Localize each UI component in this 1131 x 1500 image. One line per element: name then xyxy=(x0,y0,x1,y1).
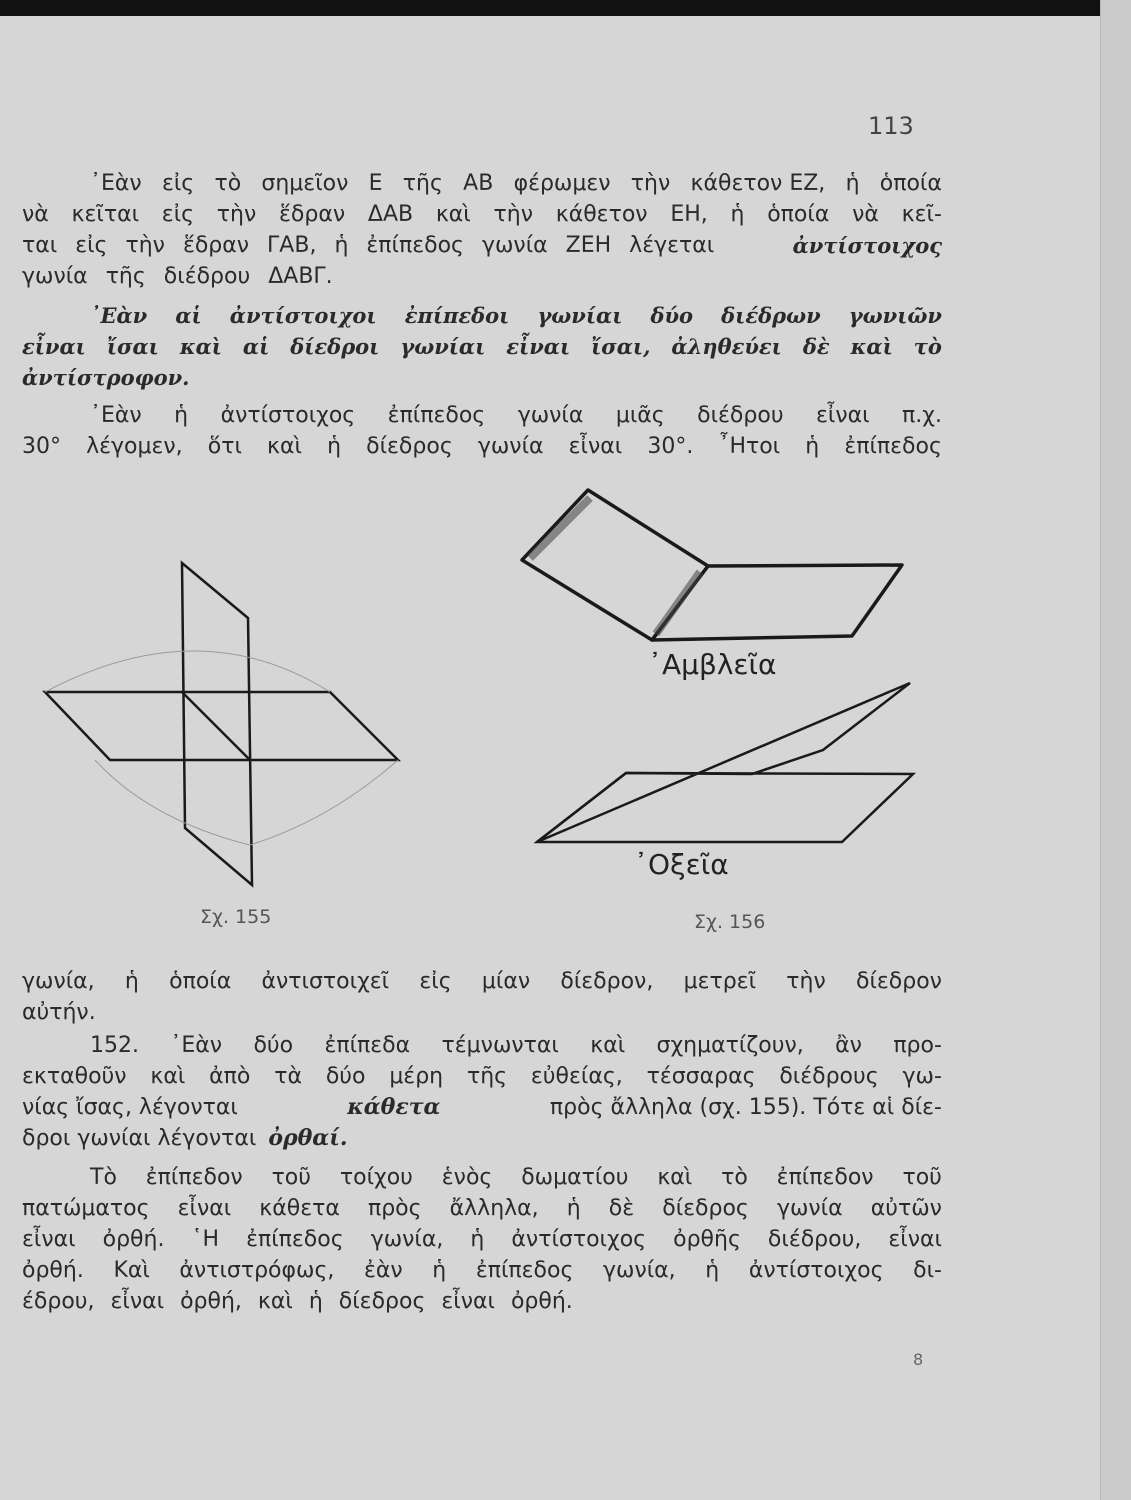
word: ΓΑΒ, xyxy=(267,233,317,258)
word: εἰς xyxy=(161,171,195,196)
word: ΔΑΒ xyxy=(367,202,414,227)
word: τὴν xyxy=(630,171,671,196)
word: εἶναι xyxy=(888,1227,942,1252)
word: τὸ xyxy=(913,334,942,359)
horizontal-plane xyxy=(45,692,398,760)
shading-stroke xyxy=(656,572,700,634)
word: ῾Η xyxy=(191,1227,220,1252)
word: τὴν xyxy=(786,969,826,994)
word: ἡ xyxy=(705,1258,720,1283)
word: καὶ xyxy=(435,202,471,227)
word: ἡ xyxy=(334,233,349,258)
word: εἶναι xyxy=(177,1196,232,1221)
bold-term: ὀρθαί. xyxy=(268,1125,348,1151)
word: Καὶ xyxy=(113,1258,150,1283)
word: ἀντιστοιχεῖ xyxy=(261,969,390,994)
word: ἡ xyxy=(845,171,860,196)
text-line xyxy=(22,997,942,1028)
word: ὀρθῆς xyxy=(673,1227,741,1252)
word: δίεδροι xyxy=(290,334,380,359)
shading-stroke xyxy=(530,498,590,558)
word: εἶναι xyxy=(506,334,571,359)
word: δι- xyxy=(913,1258,942,1283)
word: εκταθοῦν xyxy=(22,1064,127,1089)
word: εἶναι xyxy=(568,434,623,459)
word: λέγεται xyxy=(629,233,715,258)
word: αἱ xyxy=(242,334,270,359)
word: δύο xyxy=(650,303,694,328)
acute-face-upper xyxy=(537,683,910,842)
word: δὲ xyxy=(802,334,830,359)
word: π.χ. xyxy=(902,403,942,428)
word: νὰ xyxy=(852,202,879,227)
bold-term: ἀντίστοιχος xyxy=(792,233,942,258)
word: καὶ xyxy=(257,1289,293,1314)
word: ται xyxy=(22,233,58,258)
word: δὲ xyxy=(608,1196,635,1221)
word: 30°. xyxy=(647,434,694,459)
word: ΑΒ xyxy=(463,171,494,196)
word: εἶναι xyxy=(22,1227,76,1252)
word: καὶ xyxy=(850,334,893,359)
word: ἀντίστοιχοι xyxy=(229,303,377,328)
word: τέμνωνται xyxy=(441,1033,559,1058)
text-line xyxy=(22,1092,942,1123)
figure-156-caption: Σχ. 156 xyxy=(694,911,766,933)
word: δίεδρον xyxy=(856,969,942,994)
acute-label: ᾿Οξεῖα xyxy=(634,848,729,881)
obtuse-face-1 xyxy=(522,490,708,640)
word: ἐπίπεδος xyxy=(387,403,486,428)
word: τὴν xyxy=(493,202,533,227)
word: γωνία xyxy=(22,264,88,289)
word: ὀρθή, xyxy=(180,1289,242,1314)
obtuse-label: ᾿Αμβλεῖα xyxy=(648,648,777,681)
word: εἶναι xyxy=(441,1289,495,1314)
word: πατώματος xyxy=(22,1196,150,1221)
word: διέδρους xyxy=(779,1064,879,1089)
paragraph-152 xyxy=(22,1030,942,1154)
word: ἕδραν xyxy=(279,202,346,227)
word: δίεδρος xyxy=(662,1196,749,1221)
word: κάθετον ΕΖ, xyxy=(690,171,826,196)
word: γωνία xyxy=(776,1196,843,1221)
word: κάθετα xyxy=(259,1196,340,1221)
signature-mark: 8 xyxy=(913,1350,924,1369)
word: Τὸ xyxy=(90,1165,117,1190)
word: γωνίαι xyxy=(400,334,486,359)
word: τοῦ xyxy=(271,1165,311,1190)
word: ἀντίστοιχος xyxy=(748,1258,884,1283)
word: καὶ xyxy=(267,434,302,459)
text-line xyxy=(22,1286,942,1317)
word: ὀρθή. xyxy=(510,1289,573,1314)
word: εἰς xyxy=(161,202,195,227)
word: καὶ xyxy=(657,1165,693,1190)
word: μίαν xyxy=(481,969,531,994)
word: τὴν xyxy=(216,202,257,227)
word: ἡ xyxy=(432,1258,447,1283)
word: καὶ xyxy=(590,1033,626,1058)
word: τοῦ xyxy=(902,1165,942,1190)
construction-curve xyxy=(45,651,330,692)
word: πρὸς xyxy=(367,1196,422,1221)
word: τοίχου xyxy=(339,1165,413,1190)
word: ἡ xyxy=(174,403,189,428)
word: γωνία xyxy=(477,434,544,459)
word: ὀρθή. xyxy=(22,1258,84,1283)
word: κάθετον xyxy=(555,202,648,227)
word: ἀντίστοιχος xyxy=(220,403,356,428)
word: καὶ xyxy=(150,1064,186,1089)
word: δίεδρον, xyxy=(560,969,654,994)
word: ἀντίστροφον. xyxy=(22,365,190,390)
text-line xyxy=(22,1162,942,1193)
word: γωνία xyxy=(481,233,548,258)
word: δίεδρος xyxy=(338,1289,426,1314)
word: 152. xyxy=(90,1033,139,1058)
word: ἐὰν xyxy=(363,1258,403,1283)
word: ΖΕΗ xyxy=(565,233,612,258)
word: ᾿Εὰν xyxy=(90,403,142,428)
word: διέδρου xyxy=(697,403,784,428)
word: ἡ xyxy=(124,969,139,994)
word: έδρου, xyxy=(22,1289,95,1314)
word: ΔΑΒΓ. xyxy=(268,264,333,289)
text-line xyxy=(22,1255,942,1286)
word: δύο xyxy=(325,1064,366,1089)
word: ἐπίπεδοι xyxy=(404,303,510,328)
text-line xyxy=(22,966,942,997)
word: ὁποία xyxy=(879,171,942,196)
word: εὐθείας, xyxy=(530,1064,623,1089)
word: ἑνὸς xyxy=(441,1165,493,1190)
word: τέσσαρας xyxy=(646,1064,756,1089)
word: γωνία, xyxy=(603,1258,676,1283)
word: γωνία, xyxy=(22,969,95,994)
word: Ε xyxy=(368,171,383,196)
word: εἰς xyxy=(419,969,452,994)
word: τὰ xyxy=(274,1064,302,1089)
word: μιᾶς xyxy=(615,403,665,428)
acute-face-lower xyxy=(537,773,913,842)
word: ἡ xyxy=(308,1289,323,1314)
word: δωματίου xyxy=(521,1165,629,1190)
word: φέρωμεν xyxy=(513,171,611,196)
word: ΕΗ, xyxy=(670,202,708,227)
word: ἀπὸ xyxy=(209,1064,251,1089)
word: ἡ xyxy=(805,434,820,459)
text-segment: δροι γωνίαι λέγονται xyxy=(22,1126,257,1151)
word: ἕδραν xyxy=(182,233,250,258)
word: ἀληθεύει xyxy=(671,334,782,359)
word: ὁποία xyxy=(169,969,232,994)
word: τῆς xyxy=(105,264,146,289)
word: εἶναι xyxy=(816,403,870,428)
word: σημεῖον xyxy=(261,171,349,196)
word: εἰς xyxy=(75,233,108,258)
word: λέγομεν, xyxy=(86,434,183,459)
word: ᾿Εὰν xyxy=(90,171,142,196)
word: καὶ xyxy=(179,334,222,359)
vertical-plane xyxy=(182,563,252,885)
word: ἀντιστρόφως, xyxy=(179,1258,335,1283)
word: διέδρου, xyxy=(767,1227,862,1252)
word: ὁποία xyxy=(767,202,830,227)
word: δίεδρος xyxy=(366,434,453,459)
word: τὸ xyxy=(214,171,242,196)
word: γωνία, xyxy=(370,1227,444,1252)
text-line xyxy=(22,1061,942,1092)
figure-acute xyxy=(537,683,913,842)
construction-curve xyxy=(95,760,398,845)
word: ὀρθή. xyxy=(102,1227,165,1252)
word: γωνίαι xyxy=(537,303,623,328)
word: μετρεῖ xyxy=(683,969,757,994)
word: αἱ xyxy=(175,303,202,328)
word: ἂν xyxy=(835,1033,862,1058)
word: ἡ xyxy=(730,202,745,227)
word: προ- xyxy=(893,1033,942,1058)
word: γωνιῶν xyxy=(848,303,942,328)
text-line xyxy=(22,1030,942,1061)
word: σχηματίζουν, xyxy=(656,1033,804,1058)
word: ῏Ητοι xyxy=(718,434,781,459)
word: ἄλληλα, xyxy=(449,1196,539,1221)
obtuse-face-2 xyxy=(652,565,902,640)
paragraph-6 xyxy=(22,1162,942,1317)
word: νὰ xyxy=(22,202,49,227)
paragraph-4 xyxy=(22,966,942,1028)
word: ἐπίπεδα xyxy=(324,1033,411,1058)
word: διέδρου xyxy=(163,264,251,289)
word: ἴσαι, xyxy=(591,334,651,359)
word: γω- xyxy=(902,1064,942,1089)
word: ἡ xyxy=(327,434,342,459)
word: εἶναι xyxy=(22,334,86,359)
word: τὴν xyxy=(125,233,165,258)
page-number: 113 xyxy=(868,112,914,140)
word: ἴσαι xyxy=(106,334,159,359)
obtuse-shading xyxy=(530,498,700,634)
word: ἐπίπεδος xyxy=(844,434,942,459)
word: ἡ xyxy=(470,1227,485,1252)
word: κεῖ- xyxy=(901,202,942,227)
word: διέδρων xyxy=(721,303,821,328)
word: ἐπίπεδον xyxy=(145,1165,243,1190)
word: γωνία xyxy=(517,403,584,428)
word: μέρη xyxy=(389,1064,444,1089)
word: τῆς xyxy=(402,171,443,196)
bold-term: κάθετα xyxy=(347,1094,441,1120)
figure-155-caption: Σχ. 155 xyxy=(200,906,272,928)
intersection-line xyxy=(182,692,250,760)
word: δύο xyxy=(253,1033,294,1058)
text-segment: νίας ἴσας, λέγονται xyxy=(22,1095,238,1120)
word: ᾿Εὰν xyxy=(170,1033,223,1058)
word: ὅτι xyxy=(207,434,242,459)
word: αὐτῶν xyxy=(870,1196,942,1221)
word: τὸ xyxy=(721,1165,748,1190)
word: ᾿Εὰν xyxy=(90,303,148,328)
word: τῆς xyxy=(466,1064,508,1089)
text-line xyxy=(22,1193,942,1224)
word: κεῖται xyxy=(71,202,140,227)
word: 30° xyxy=(22,434,61,459)
word: αὐτήν. xyxy=(22,1000,96,1025)
word: ἐπίπεδος xyxy=(246,1227,344,1252)
text-line xyxy=(22,1224,942,1255)
word: ἀντίστοιχος xyxy=(511,1227,647,1252)
word: ἐπίπεδον xyxy=(776,1165,874,1190)
text-segment: πρὸς ἄλληλα (σχ. 155). Τότε αἱ δίε- xyxy=(549,1095,942,1120)
word: εἶναι xyxy=(110,1289,165,1314)
text-line xyxy=(22,1123,942,1154)
word: ἐπίπεδος xyxy=(475,1258,574,1283)
word: ἐπίπεδος xyxy=(366,233,464,258)
word: ἡ xyxy=(566,1196,581,1221)
